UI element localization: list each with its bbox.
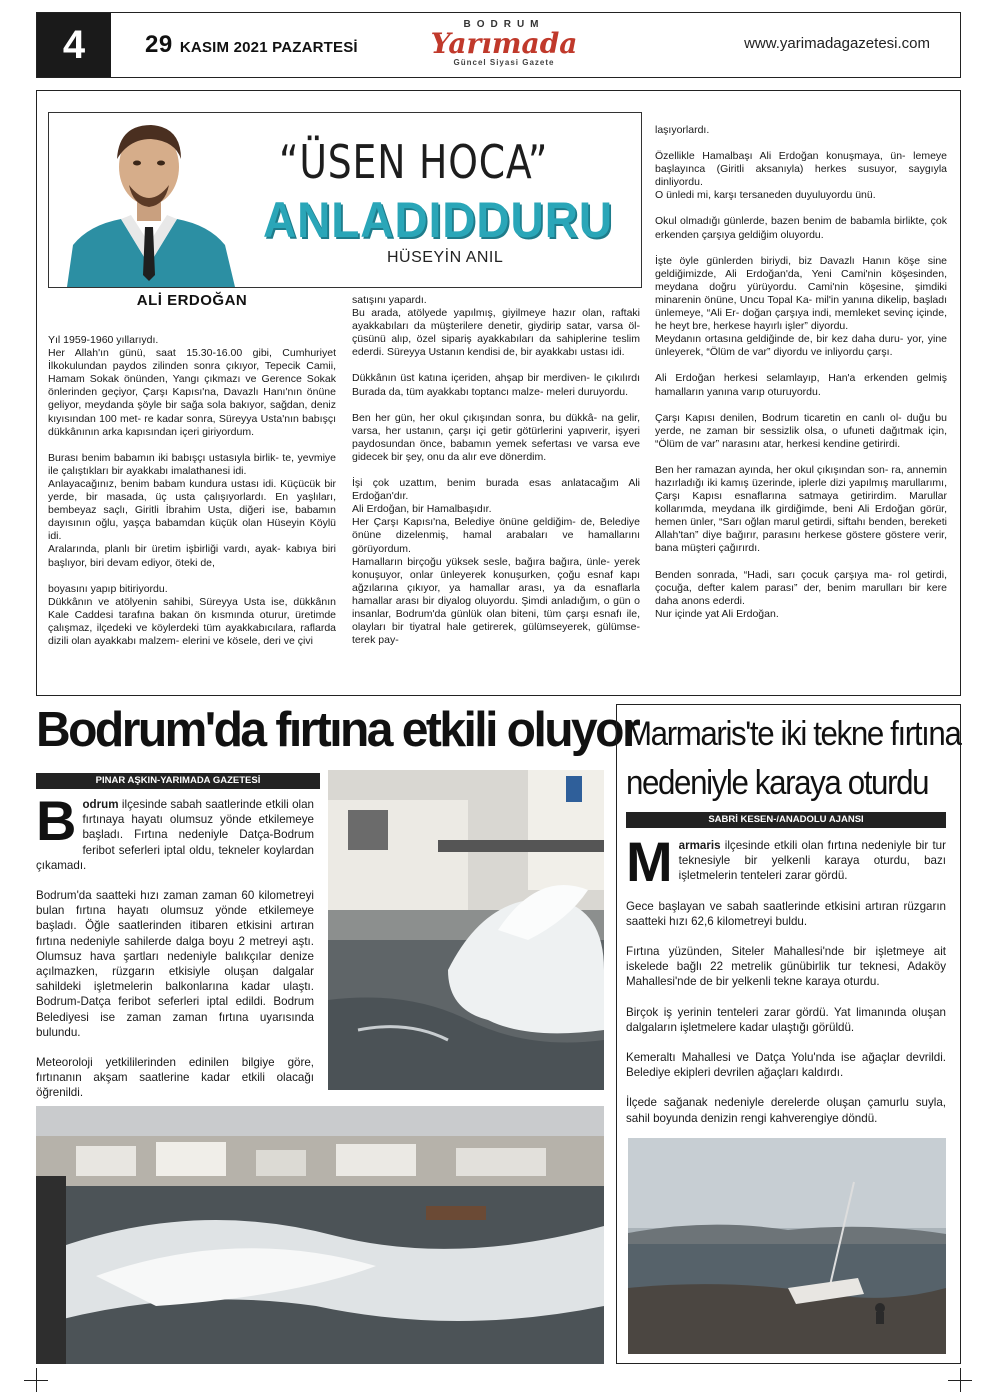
headline-bodrum-storm: Bodrum'da fırtına etkili oluyor bbox=[36, 703, 639, 757]
paragraph: Burası benim babamın iki babışçı ustasıyla birlik- te, yevmiye ile çalıştıkları bir ayakkabı imalathanesi idi. Anlayacağınız, benim babam kundura ustası idi. Küçücük bir yerde, bir masada, üç usta çalışıyorlardı. En yaşlıları, bembeyaz saçlı, Giritli İbrahim Usta, diğeri ise, babamın dayısının oğlu, yaşça babamdan küçük olan Hüseyin Köylü idi. Aralarında, planlı bir üretim işbirliği vardı, ayak- kabıya biri başlıyor, biri devam ediyor, öteki de, bbox=[48, 451, 336, 569]
paragraph: satışını yapardı. Bu arada, atölyede yapılmış, giyilmeye hazır olan, raftaki ayakkabıları da müşterilere denetir, giydirip satar, varsa öl- çüsünü alıp, özel sipariş ayakkabıları da sahiplerine teslim ederdi. Süreyya Ustanın kendisi de, bir ayakkabı ustası idi. bbox=[352, 294, 640, 359]
paragraph: Özellikle Hamalbaşı Ali Erdoğan konuşmaya, ün- lemeye başlayınca (Giritli aksanıyla) herkes susuyor, saygıyla dinliyordu. O ünledi mi, karşı tersaneden duyuluyordu ünü. bbox=[655, 150, 947, 202]
article-left-lead bbox=[36, 789, 314, 873]
column-text-col2 bbox=[352, 294, 640, 660]
harbor-storm-photo bbox=[36, 1106, 604, 1364]
article-right-lead bbox=[626, 830, 946, 893]
dropcap-right: M bbox=[626, 830, 673, 893]
paragraph: Çarşı Kapısı denilen, Bodrum ticaretin en canlı ol- duğu bu yerde, ne zaman bir sessizlik olsa, o ufuneti dağıtmak için, “Ölüm de var” narasını atar, herkesi kendine getirirdi. bbox=[655, 411, 947, 450]
author-portrait bbox=[59, 115, 239, 287]
paragraph: Ben her ramazan ayında, her okul çıkışından son- ra, annemin hazırladığı iki kamış üzerinde, iplerle dizi yapılmış marullarımı, Çarşı Kapısı esnaflarına satmaya getirirdim. Marullar kollarımda, meydana ilk girdiğimde, beni Ali Erdoğan görür, hemen ünler, “Sarı oğlan marul getirdi, siftahı benden, bereketi Allah'tan” diye bağırır, parasını herkese göstere göstere verir, bana müşteri çağırırdı. bbox=[655, 463, 947, 555]
logo-main-text: Yarımada bbox=[430, 27, 578, 60]
headline-marmaris-boats bbox=[626, 710, 961, 808]
article-left-paragraphs bbox=[36, 888, 314, 1101]
crop-mark bbox=[36, 1368, 37, 1392]
paragraph: boyasını yapıp bitiriyordu. Dükkânın ve atölyenin sahibi, Süreyya Usta ise, dükkânın Kale Caddesi tarafına bakan ön kısmında oturur, üretimde çalışmaz, ilçedeki ve köylerdeki tüm ayakkabıcılara, raflarda dizili olan ayakkabı malzem- elerini ve kösele, deri ve çivi bbox=[48, 582, 336, 647]
logo-top-text: BODRUM bbox=[463, 19, 545, 30]
paragraph: Bodrum'da saatteki hızı zaman zaman 60 kilometreyi bulan fırtına hayatı olumsuz yönde etkilemeye başladı. Öğle saatlerinden itibaren etkisini artıran fırtına nedeniyle sahilerde dalga boyu 2 metreyi aştı. Olumsuz hava şartları nedeniyle balıkçılar denize açılmazken, rüzgarın etkisiyle oluşan dalgalar sahildeki işletmelerin balkonlarına kadar ulaştı. Bodrum-Datça feribot seferleri iptal edildi. Bodrum Belediyesi ise zaman zaman fırtına uyarısında bulundu. bbox=[36, 889, 314, 1039]
website-url: www.yarimadagazetesi.com bbox=[744, 35, 930, 52]
banner-title-line2: ANLADIDDURU bbox=[263, 192, 613, 248]
paragraph: laşıyorlardı. bbox=[655, 124, 710, 136]
paragraph: Yıl 1959-1960 yıllarıydı. Her Allah'ın günü, saat 15.30-16.00 gibi, Cumhuriyet İlkokulundan paydos zilinden sonra çıkıyor, Tepecik Camii, Hamam Sokak önünden, Yangı çıkmazı ve Gerence Sokak önlerinden geçiyor, Çarşı Kapısı'na, Davazlı Hanı'nın önüne geliyor, meydanda şöyle bir sağa sola bakıyor, sağdan, deniz kıyısından 100 met- re kadar sonra, Süreyya Usta'nın babışçı dükkânının arka kapısından içeri giriyordum. bbox=[48, 334, 336, 438]
crop-mark bbox=[960, 1368, 961, 1392]
paragraph: Ali Erdoğan herkesi selamlayıp, Han'a erkenden gelmiş hamalların yanına varıp oturuyordu. bbox=[655, 372, 947, 398]
column-text-col3 bbox=[655, 124, 947, 634]
banner-title-line1: “ÜSEN HOCA” bbox=[279, 135, 549, 189]
newspaper-logo bbox=[419, 19, 589, 75]
headline-right-line2: nedeniyle karaya oturdu bbox=[626, 764, 929, 802]
paragraph: Ben her gün, her okul çıkışından sonra, bu dükkâ- na gelir, varsa, her ustanın, çarşı içi getir götürlerini yapıverir, işyeri paydosundan önce, babamın yemek sefertası ve varsa eve gidecek bir şey, onu da alır eve dönerdim. bbox=[352, 411, 640, 463]
paragraph: İşi çok uzattım, benim burada esas anlatacağım Ali Erdoğan'dır. Ali Erdoğan, bir Hamalbaşıdır. Her Çarşı Kapısı'na, Belediye önüne geldiğim- de, Belediye önüne dizelenmiş, hamal arabaları ve hamallarını görüyordum. Hamalların birçoğu yüksek sesle, bağıra bağıra, ünle- yerek konuşuyor, onlar ünleyerek konuşurken, çoğu esnaf kapı ağzılarına çıkıyor, ya hamallar arası, ya da esnaflarla hamallar arası bir diyalog oluyordu. Şimdi anladığım, o gün o insanlar, Bodrum'da günlük olan biteni, tüm çarşı esnafı ile, olayları bir tiyatral hale getirerek, gülümseyerek, gülümse- terek pay- bbox=[352, 477, 640, 647]
lead-rest-right: ilçesinde etkili olan fırtına nedeniyle bir tur teknesiyle bir yelkenli karaya oturdu, bazı işletmelerin tenteleri zarar gördü. bbox=[678, 839, 946, 883]
lead-bold-right: armaris bbox=[678, 839, 721, 852]
banner-author: HÜSEYİN ANIL bbox=[387, 249, 504, 266]
issue-date bbox=[145, 31, 358, 59]
paragraph: Okul olmadığı günlerde, bazen benim de babamla birlikte, çok erkenden çarşıya geldiğim oluyordu. bbox=[655, 215, 947, 241]
logo-sub-text: Güncel Siyasi Gazete bbox=[453, 58, 555, 67]
grounded-sailboat-photo bbox=[628, 1138, 946, 1354]
paragraph: Meteoroloji yetkililerinden edinilen bilgiye göre, fırtınanın akşam saatlerine kadar etkili olacağı öğrenildi. bbox=[36, 1056, 314, 1100]
byline-right: SABRİ KESEN-/ANADOLU AJANSI bbox=[626, 812, 946, 828]
issue-date-text: KASIM 2021 PAZARTESİ bbox=[179, 39, 358, 56]
paragraph: İlçede sağanak nedeniyle derelerde oluşan çamurlu suyla, sahil boyunda denizin rengi kahverengiye döndü. bbox=[626, 1096, 946, 1125]
column-subhead: ALİ ERDOĞAN bbox=[136, 292, 248, 309]
page-number: 4 bbox=[37, 13, 111, 77]
paragraph: Dükkânın üst katına içeriden, ahşap bir merdiven- le çıkılırdı Burada da, tüm ayakkabı toptancı malze- meleri duruyordu. bbox=[352, 372, 640, 398]
article-right-body bbox=[626, 830, 946, 1141]
paragraph: Benden sonrada, “Hadi, sarı çocuk çarşıya ma- rol getirdi, çocuğa, defter kalem parası” der, benim marulları bir kere daha anons ederdi. Nur içinde yat Ali Erdoğan. bbox=[655, 568, 947, 620]
paragraph: İşte öyle günlerden biriydi, biz Davazlı Hanın köşe sine geldiğimizde, Ali Erdoğan'da, Yeni Cami'nin köşesinden, meydana doğru yürüyordu. Cami'nin köşesine, şimdiki minarenin önüne, Uncu Topal Ka- mil'in yanına dikelip, başladı ünlemeye, “Ali Er- doğan çarşıya indi, memleket sevinç içinde, he heyt bre, herkese hayırlı işler” diyordu. Meydanın ortasına geldiğinde de, bir kez daha duru- yor, yine ünleyerek, “Ölüm de var” diyordu ve inliyordu çarşı. bbox=[655, 254, 947, 359]
column-text-col1 bbox=[48, 334, 336, 661]
paragraph: Kemeraltı Mahallesi ve Datça Yolu'nda ise ağaçlar devrildi. Belediye ekipleri devrilen ağaçları kaldırdı. bbox=[626, 1051, 946, 1080]
paragraph: Fırtına yüzünden, Siteler Mahallesi'nde bir işletmeye ait iskelede bağlı 22 metrelik günübirlik tur teknesi, Adaköy Mahallesi'nde de bir yelkenli tekne karaya oturdu. bbox=[626, 945, 946, 989]
paragraph: Gece başlayan ve sabah saatlerinde etkisini artıran rüzgarın saatteki hızı 62,6 kilometreyi buldu. bbox=[626, 899, 946, 928]
article-left-body bbox=[36, 789, 314, 1116]
page-header bbox=[36, 12, 961, 78]
byline-left: PINAR AŞKIN-YARIMADA GAZETESİ bbox=[36, 773, 320, 789]
paragraph: Birçok iş yerinin tenteleri zarar gördü. Yat limanında oluşan dalgaların işletmelere kadar ulaştığı görüldü. bbox=[626, 1005, 946, 1034]
issue-date-day: 29 bbox=[145, 31, 173, 58]
storm-wave-photo bbox=[328, 770, 604, 1090]
dropcap-left: B bbox=[36, 789, 77, 852]
headline-right-line1: Marmaris'te iki tekne fırtına bbox=[626, 715, 961, 753]
column-banner bbox=[48, 112, 642, 288]
lead-bold-left: odrum bbox=[82, 798, 119, 811]
lead-rest-left: ilçesinde sabah saatlerinde etkili olan fırtınaya hayatı olumsuz yönde etkilemeye başladı. Fırtına nedeniyle Datça-Bodrum feribot seferleri iptal oldu, tekneler koylardan çıkamadı. bbox=[36, 798, 314, 872]
article-right-paragraphs bbox=[626, 899, 946, 1126]
